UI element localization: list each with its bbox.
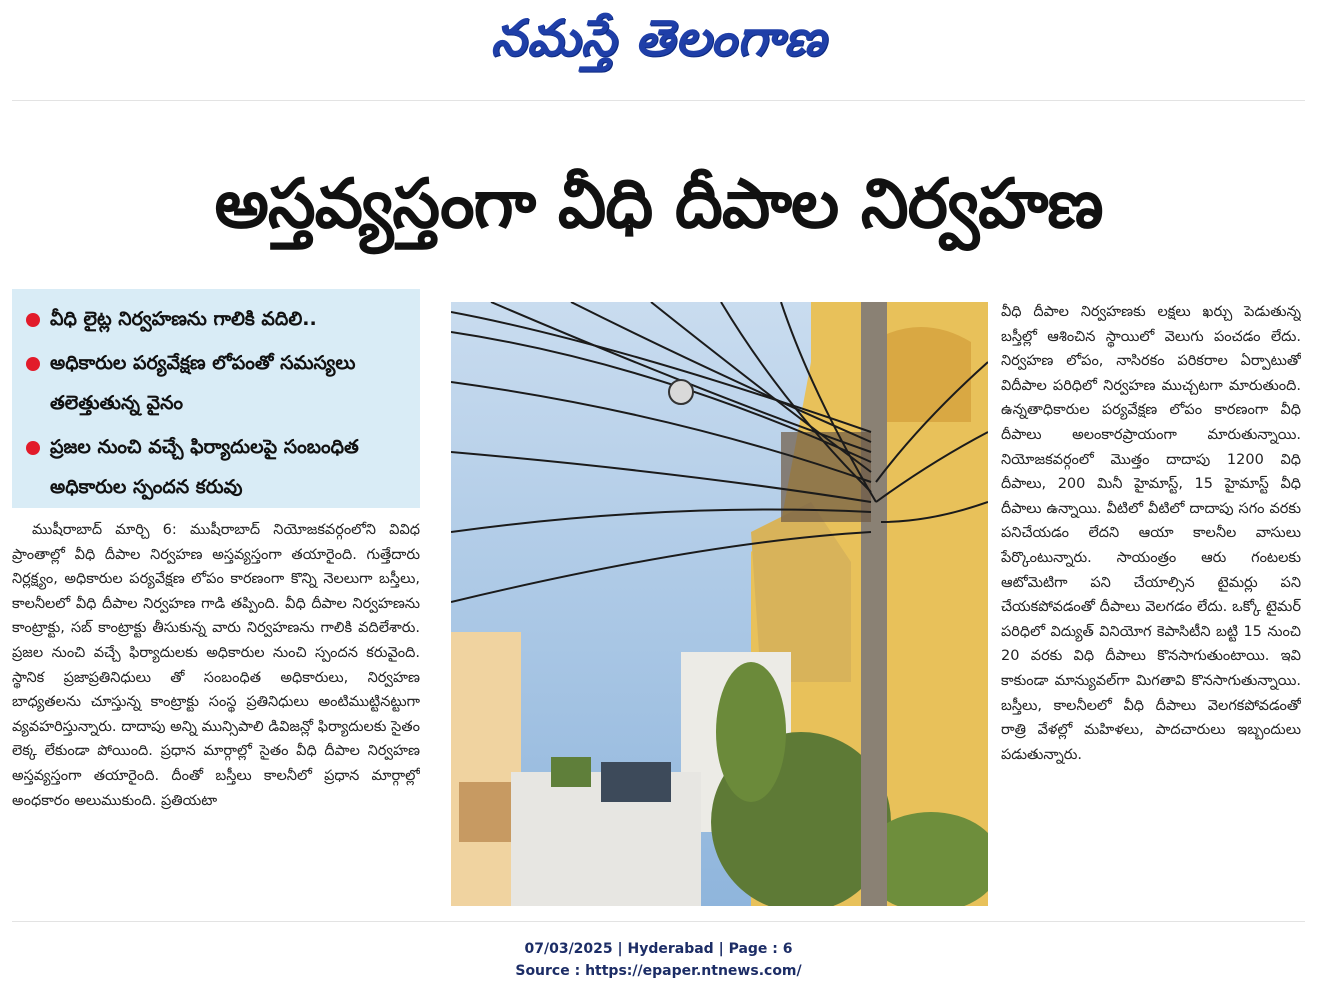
article-column-right bbox=[1001, 300, 1301, 915]
highlight-text: వీధి లైట్ల నిర్వహణను గాలికి వదిలి.. bbox=[50, 308, 317, 330]
highlights-box bbox=[12, 289, 420, 508]
edition-info: 07/03/2025 | Hyderabad | Page : 6 bbox=[524, 941, 793, 957]
page-footer bbox=[0, 938, 1317, 982]
bullet-icon bbox=[26, 313, 40, 327]
newspaper-logo: నమస్తే తెలంగాణ bbox=[490, 8, 827, 67]
street-wires-photo bbox=[451, 302, 988, 906]
divider bbox=[12, 921, 1305, 922]
bullet-icon bbox=[26, 357, 40, 371]
article-paragraph: వీధి దీపాల నిర్వహణకు లక్షలు ఖర్చు పెడుతున్న బస్తీల్లో ఆశించిన స్థాయిలో వెలుగు పంచడం లేదు. నిర్వహణ లోపం, నాసిరకం పరికరాల ఏర్పాటుతో విదీపాల పరిధిలో నిర్వహణ ముచ్చటగా మారుతుంది. ఉన్నతాధికారుల పర్యవేక్షణ లోపం కారణంగా వీధి దీపాలు అలంకారప్రాయంగా మారుతున్నాయి. నియోజకవర్గంలో మొత్తం దాదాపు 1200 విధి దీపాలు, 200 మినీ హైమాస్ట్, 15 హైమాస్ట్ వీధి దీపాలు ఉన్నాయి. వీటిలో వీటిలో దాదాపు సగం వరకు పనిచేయడం లేదని ఆయా కాలనీల వాసులు పేర్కొంటున్నారు. సాయంత్రం ఆరు గంటలకు ఆటోమెటిగా పని చేయాల్సిన టైమర్లు పని చేయకపోవడంతో దీపాలు వెలగడం లేదు. ఒక్కో టైమర్ పరిధిలో విద్యుత్ వినియోగ కెపాసిటీని బట్టి 15 నుంచి 20 వరకు విధి దీపాలు కొనసాగుతుంటాయి. ఇవి కాకుండా మాన్యువల్‌గా మిగతావి కొనసాగుతున్నాయి. బస్తీలు, కాలనీలలో వీధి దీపాలు వెలగకపోవడంతో రాత్రి వేళల్లో మహిళలు, పాదచారులు ఇబ్బందులు పడుతున్నారు. bbox=[1001, 304, 1301, 763]
masthead bbox=[0, 0, 1317, 90]
highlight-item bbox=[20, 427, 412, 507]
divider bbox=[12, 100, 1305, 101]
article-paragraph: ముషీరాబాద్ మార్చి 6: ముషీరాబాద్ నియోజకవర్గంలోని వివిధ ప్రాంతాల్లో వీధి దీపాల నిర్వహణ అస్తవ్యస్తంగా తయారైంది. గుత్తేదారు నిర్లక్ష్యం, అధికారుల పర్యవేక్షణ లోపం కారణంగా కొన్ని నెలలుగా బస్తీలు, కాలనీలలో వీధి దీపాల నిర్వహణ గాడి తప్పింది. వీధి దీపాల నిర్వహణను కాంట్రాక్టు, సబ్ కాంట్రాక్టు తీసుకున్న వారు నిర్వహణను గాలికి వదిలేశారు. ప్రజల నుంచి వచ్చే ఫిర్యాదులకు అధికారుల నుంచి స్పందన కరువైంది. స్థానిక ప్రజాప్రతినిధులు తో సంబంధిత అధికారులు, నిర్వహణ బాధ్యతలను చూస్తున్న కాంట్రాక్టు సంస్థ ప్రతినిధులు అంటిముట్టినట్టుగా వ్యవహరిస్తున్నారు. దాదాపు అన్ని మున్సిపాలి డివిజన్లో ఫిర్యాదులకు సైతం లెక్క లేకుండా పోయింది. ప్రధాన మార్గాల్లో సైతం వీధి దీపాల నిర్వహణ అస్తవ్యస్తంగా తయారైంది. దీంతో బస్తీలు కాలనీలో ప్రధాన మార్గాల్లో అంధకారం అలుముకుంది. ప్రతియటా bbox=[12, 522, 420, 809]
article-column-left bbox=[12, 518, 420, 918]
highlight-text: ప్రజల నుంచి వచ్చే ఫిర్యాదులపై సంబంధిత అధికారుల స్పందన కరువు bbox=[50, 436, 359, 498]
highlight-item bbox=[20, 343, 412, 423]
highlight-item bbox=[20, 299, 412, 339]
highlight-text: అధికారుల పర్యవేక్షణ లోపంతో సమస్యలు తలెత్తుతున్న వైనం bbox=[50, 352, 356, 414]
article-headline: అస్తవ్యస్తంగా వీధి దీపాల నిర్వహణ bbox=[214, 165, 1103, 244]
source-link[interactable]: Source : https://epaper.ntnews.com/ bbox=[515, 963, 802, 979]
bullet-icon bbox=[26, 441, 40, 455]
article-photo bbox=[451, 302, 988, 906]
